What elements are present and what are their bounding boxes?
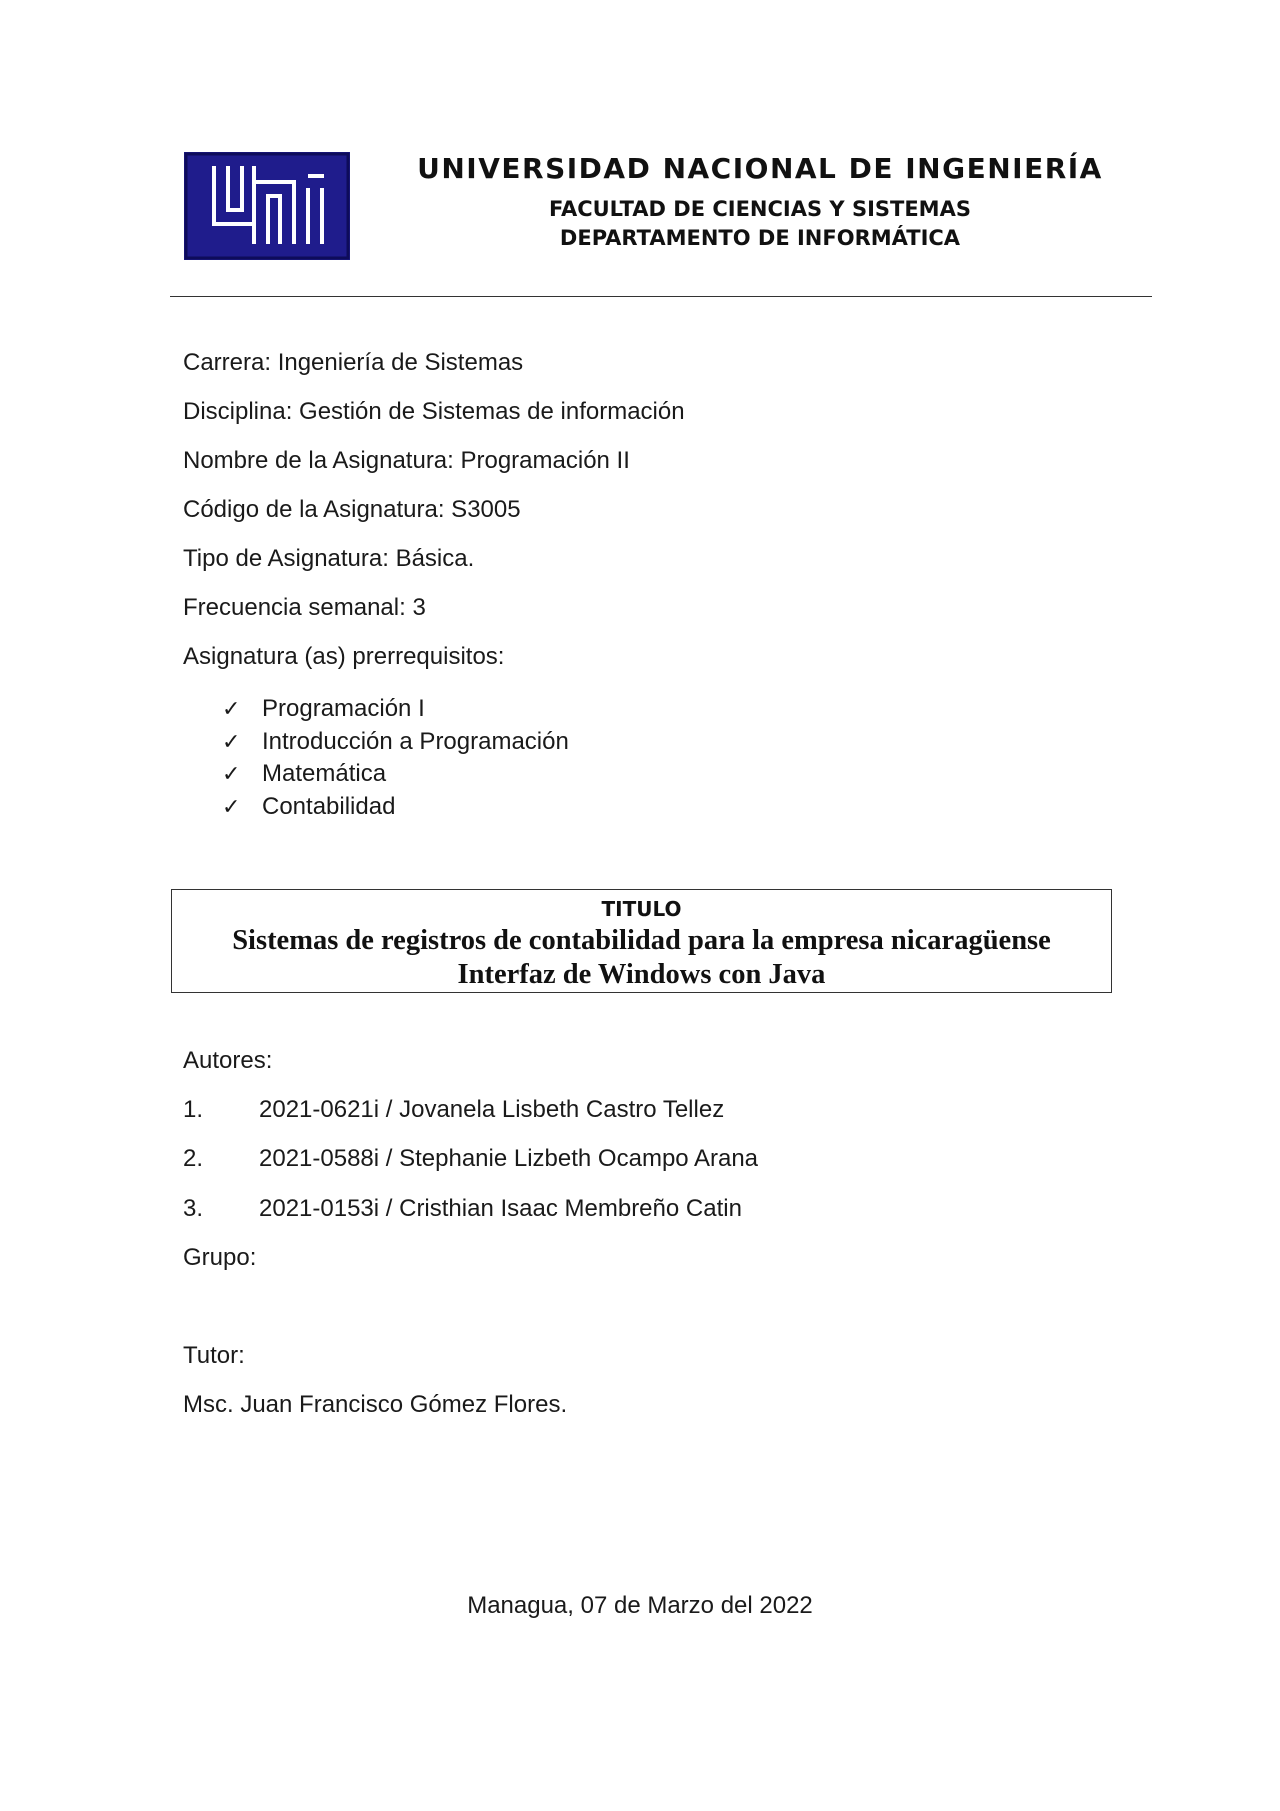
author-text: 2021-0588i / Stephanie Lizbeth Ocampo Arana [259, 1145, 759, 1172]
author-row [183, 1096, 724, 1124]
checkmark-icon: ✓ [222, 728, 241, 754]
field-prerrequisitos-label: Asignatura (as) prerrequisitos: [183, 643, 505, 670]
department-name: DEPARTAMENTO DE INFORMÁTICA [559, 226, 961, 250]
place-date: Managua, 07 de Marzo del 2022 [467, 1592, 813, 1619]
tutor-label: Tutor: [183, 1342, 245, 1369]
checkmark-icon: ✓ [222, 761, 241, 786]
checkmark-icon: ✓ [222, 696, 241, 721]
author-number: 3. [183, 1195, 204, 1222]
author-row [183, 1195, 742, 1223]
document-title-line-2: Interfaz de Windows con Java [457, 959, 826, 990]
prerequisite-label: Contabilidad [262, 792, 396, 820]
author-text: 2021-0621i / Jovanela Lisbeth Castro Tellez [259, 1096, 725, 1123]
author-row [183, 1145, 758, 1173]
document-title-line-1: Sistemas de registros de contabilidad para la empresa nicaragüense [232, 925, 1051, 956]
header-divider [170, 296, 1152, 297]
university-logo [184, 152, 350, 260]
authors-label: Autores: [183, 1047, 273, 1074]
grupo-label: Grupo: [183, 1244, 257, 1271]
university-name: UNIVERSIDAD NACIONAL DE INGENIERÍA [417, 152, 1103, 185]
list-item [222, 791, 569, 824]
field-codigo-asignatura: Código de la Asignatura: S3005 [183, 496, 521, 523]
author-number: 2. [183, 1145, 204, 1172]
prerequisite-label: Matemática [262, 760, 387, 787]
faculty-name: FACULTAD DE CIENCIAS Y SISTEMAS [549, 197, 971, 221]
field-tipo-asignatura: Tipo de Asignatura: Básica. [183, 545, 475, 572]
prerequisites-list [222, 693, 569, 823]
field-nombre-asignatura: Nombre de la Asignatura: Programación II [183, 447, 630, 474]
field-disciplina: Disciplina: Gestión de Sistemas de información [183, 398, 685, 425]
prerequisite-label: Programación I [262, 695, 425, 722]
title-label: TITULO [601, 897, 682, 921]
list-item [222, 726, 569, 759]
tutor-name: Msc. Juan Francisco Gómez Flores. [183, 1391, 568, 1418]
title-box [171, 889, 1112, 993]
prerequisite-label: Introducción a Programación [262, 727, 569, 755]
checkmark-icon: ✓ [222, 793, 241, 819]
author-text: 2021-0153i / Cristhian Isaac Membreño Catin [259, 1195, 742, 1222]
list-item [222, 693, 569, 726]
field-frecuencia: Frecuencia semanal: 3 [183, 594, 426, 621]
uni-logo-icon [184, 152, 350, 260]
field-carrera: Carrera: Ingeniería de Sistemas [183, 349, 524, 376]
list-item [222, 758, 569, 791]
author-number: 1. [183, 1096, 204, 1123]
